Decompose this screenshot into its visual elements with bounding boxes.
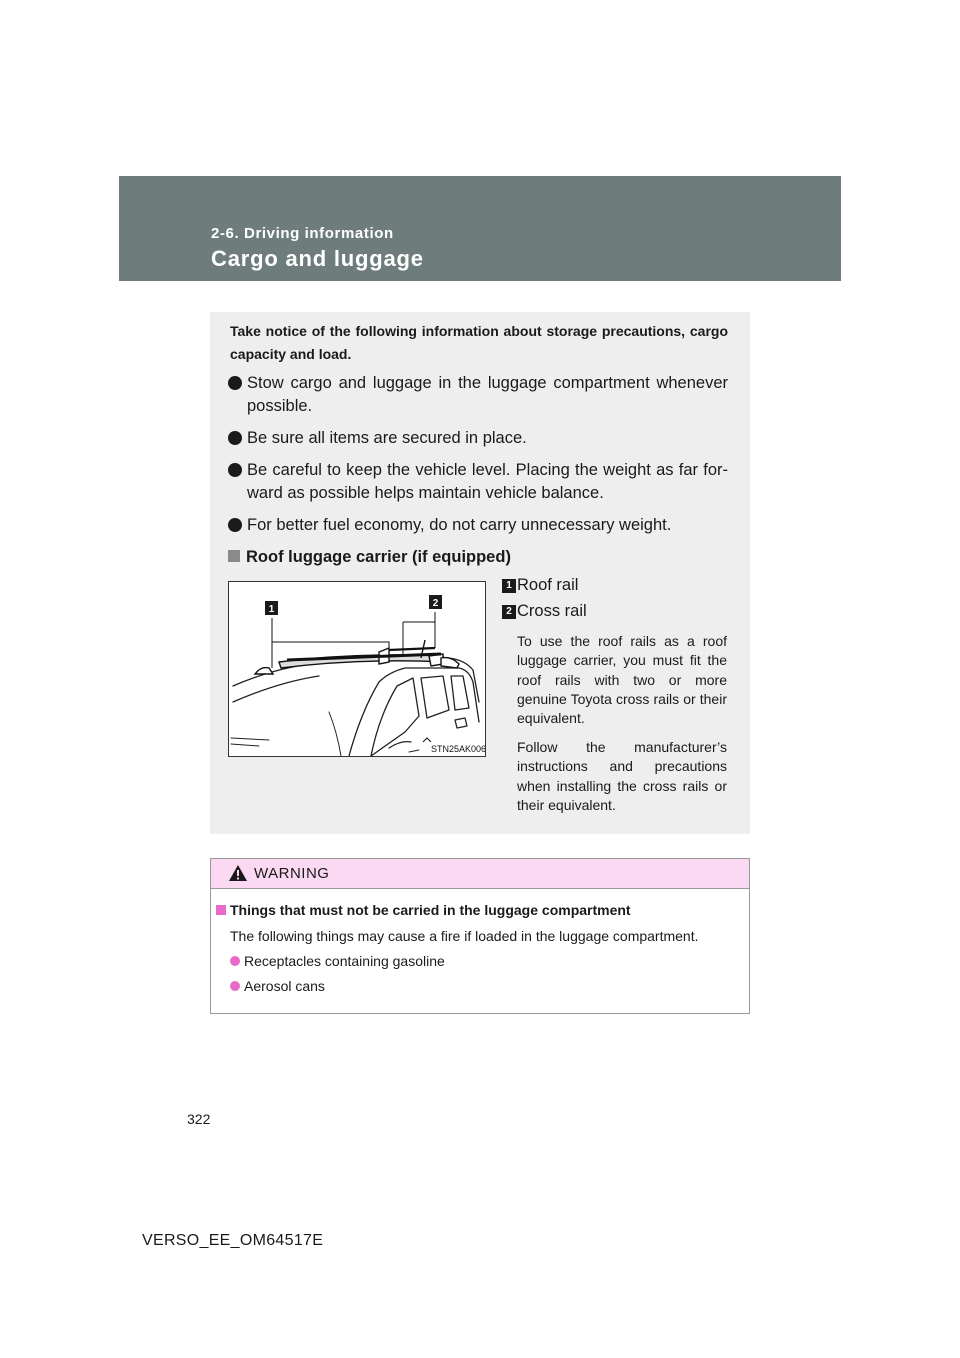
bullet-dot-icon bbox=[230, 981, 240, 991]
list-item: For better fuel economy, do not carry unnecessary weight. bbox=[228, 514, 728, 537]
square-bullet-icon bbox=[228, 550, 240, 562]
page-title: Cargo and luggage bbox=[211, 246, 424, 271]
bullet-dot-icon bbox=[228, 376, 242, 390]
callout-number: 2 bbox=[502, 605, 516, 619]
section-header bbox=[119, 176, 841, 281]
figure-marker-2: 2 bbox=[432, 598, 439, 609]
intro-text: Take notice of the following information about storage precautions, cargo capacity and load. bbox=[230, 323, 728, 362]
car-roof-drawing bbox=[229, 582, 485, 756]
list-item: Be sure all items are secured in place. bbox=[228, 427, 728, 450]
callout-number: 1 bbox=[502, 579, 516, 593]
list-item: Be careful to keep the vehicle level. Placing the weight as far for-ward as possible helps maintain vehicle balance. bbox=[228, 459, 728, 505]
note-text: To use the roof rails as a roof luggage carrier, you must fit the roof rails with two or more genuine Toyota cross rails or their equivalent. bbox=[517, 633, 727, 727]
roof-rail-illustration bbox=[228, 581, 486, 757]
roof-carrier-heading: Roof luggage carrier (if equipped) bbox=[228, 548, 511, 567]
bullet-dot-icon bbox=[230, 956, 240, 966]
bullet-dot-icon bbox=[228, 463, 242, 477]
warning-subheading: Things that must not be carried in the luggage compartment bbox=[216, 902, 631, 918]
list-item: Aerosol cans bbox=[230, 978, 325, 994]
warning-triangle-icon bbox=[228, 864, 248, 882]
section-label: 2-6. Driving information bbox=[211, 225, 394, 242]
note-text: Follow the manufacturer’s instructions and precautions when installing the cross rails or their equivalent. bbox=[517, 739, 727, 813]
warning-title: WARNING bbox=[254, 865, 330, 882]
warning-header bbox=[211, 859, 749, 889]
bullet-dot-icon bbox=[228, 431, 242, 445]
bullet-dot-icon bbox=[228, 518, 242, 532]
warning-box bbox=[210, 858, 750, 1014]
figure-code: STN25AK006 bbox=[431, 744, 485, 754]
list-item: Receptacles containing gasoline bbox=[230, 953, 445, 969]
page-number: 322 bbox=[187, 1111, 211, 1127]
warning-text: The following things may cause a fire if loaded in the luggage compartment. bbox=[230, 928, 699, 944]
document-code: VERSO_EE_OM64517E bbox=[142, 1232, 324, 1249]
precaution-list bbox=[228, 372, 728, 546]
callout-label: Cross rail bbox=[517, 602, 587, 620]
figure-marker-1: 1 bbox=[268, 604, 275, 615]
square-bullet-icon bbox=[216, 905, 226, 915]
callout-label: Roof rail bbox=[517, 576, 579, 594]
info-box bbox=[210, 312, 750, 834]
list-item: Stow cargo and luggage in the luggage compartment whenever possible. bbox=[228, 372, 728, 418]
